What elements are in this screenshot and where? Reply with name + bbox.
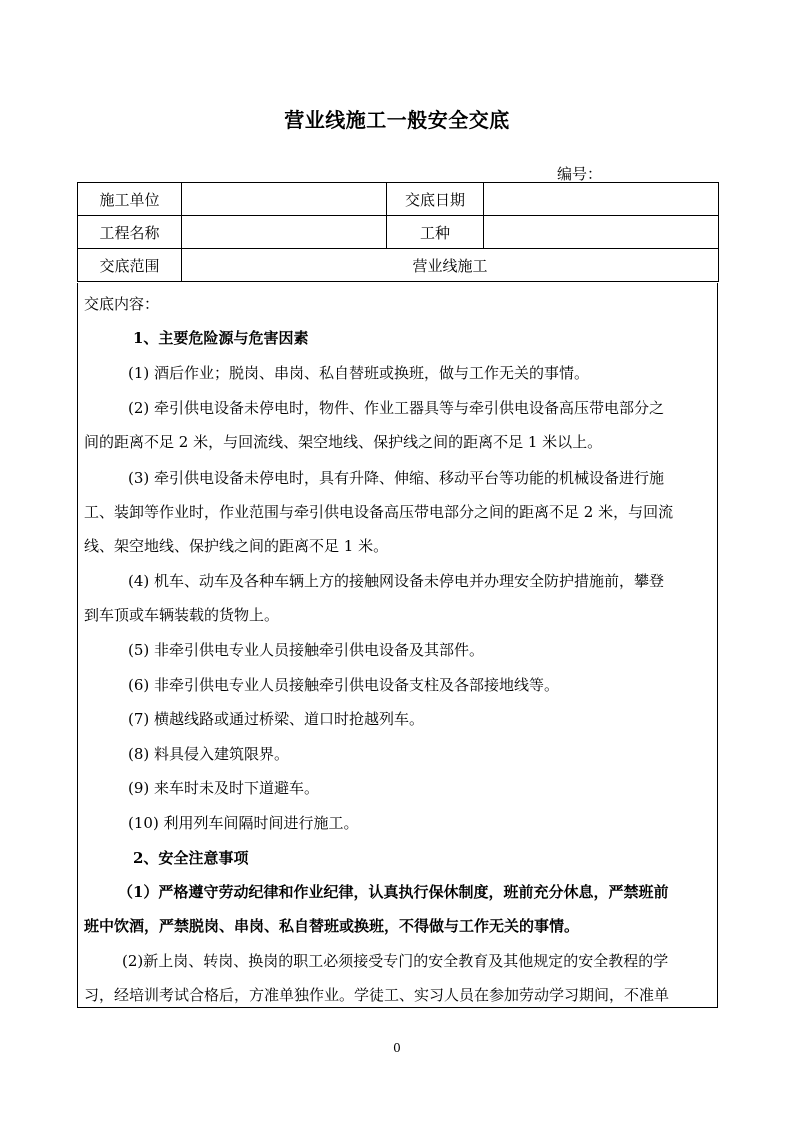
content-label: 交底内容：: [84, 295, 160, 313]
hazard-item-10: (10) 利用列车间隔时间进行施工。: [128, 814, 359, 832]
hazard-item-4-line-1: (4) 机车、动车及各种车辆上方的接触网设备未停电并办理安全防护措施前，攀登: [128, 572, 665, 590]
hazard-item-3-line-3: 线、架空地线、保护线之间的距离不足 1 米。: [84, 537, 389, 555]
hazard-item-2-line-1: (2) 牵引供电设备未停电时，物件、作业工器具等与牵引供电设备高压带电部分之: [128, 399, 665, 417]
document-title: 营业线施工一般安全交底: [284, 108, 510, 132]
safety-note-1-line-2: 班中饮酒，严禁脱岗、串岗、私自替班或换班，不得做与工作无关的事情。: [84, 917, 580, 935]
header-row-unit: [78, 183, 719, 216]
hazard-item-9: (9) 来车时未及时下道避车。: [128, 779, 320, 797]
date-value[interactable]: [484, 183, 719, 216]
document-number-label: 编号：: [557, 165, 603, 183]
section-2-title: 2、安全注意事项: [133, 849, 249, 867]
hazard-item-6: (6) 非牵引供电专业人员接触牵引供电设备支柱及各部接地线等。: [128, 676, 560, 694]
page-number: 0: [393, 1041, 401, 1055]
project-value[interactable]: [182, 216, 387, 249]
header-row-scope: [78, 249, 719, 282]
scope-value[interactable]: 营业线施工: [182, 249, 719, 282]
content-section: [77, 283, 718, 1008]
hazard-item-8: (8) 料具侵入建筑限界。: [128, 745, 290, 763]
trade-value[interactable]: [484, 216, 719, 249]
unit-label: 施工单位: [78, 183, 182, 216]
unit-value[interactable]: [182, 183, 387, 216]
hazard-item-3-line-2: 工、装卸等作业时，作业范围与牵引供电设备高压带电部分之间的距离不足 2 米，与回流: [84, 503, 674, 521]
trade-label: 工种: [387, 216, 484, 249]
header-table: [77, 182, 719, 282]
header-row-project: [78, 216, 719, 249]
hazard-item-7: (7) 横越线路或通过桥梁、道口时抢越列车。: [128, 710, 425, 728]
safety-note-2-line-2: 习，经培训考试合格后，方准单独作业。学徒工、实习人员在参加劳动学习期间，不准单: [84, 986, 670, 1004]
date-label: 交底日期: [387, 183, 484, 216]
project-label: 工程名称: [78, 216, 182, 249]
hazard-item-5: (5) 非牵引供电专业人员接触牵引供电设备及其部件。: [128, 641, 485, 659]
safety-note-2-line-1: (2)新上岗、转岗、换岗的职工必须接受专门的安全教育及其他规定的安全教程的学: [122, 952, 669, 970]
hazard-item-3-line-1: (3) 牵引供电设备未停电时，具有升降、伸缩、移动平台等功能的机械设备进行施: [128, 469, 665, 487]
section-1-title: 1、主要危险源与危害因素: [133, 329, 309, 347]
hazard-item-2-line-2: 间的距离不足 2 米，与回流线、架空地线、保护线之间的距离不足 1 米以上。: [84, 433, 603, 451]
scope-label: 交底范围: [78, 249, 182, 282]
hazard-item-4-line-2: 到车顶或车辆装载的货物上。: [84, 606, 280, 624]
hazard-item-1: (1) 酒后作业；脱岗、串岗、私自替班或换班，做与工作无关的事情。: [128, 364, 590, 382]
document-number: [557, 163, 642, 184]
safety-note-1-line-1: （1）严格遵守劳动纪律和作业纪律，认真执行保休制度，班前充分休息，严禁班前: [118, 883, 669, 901]
